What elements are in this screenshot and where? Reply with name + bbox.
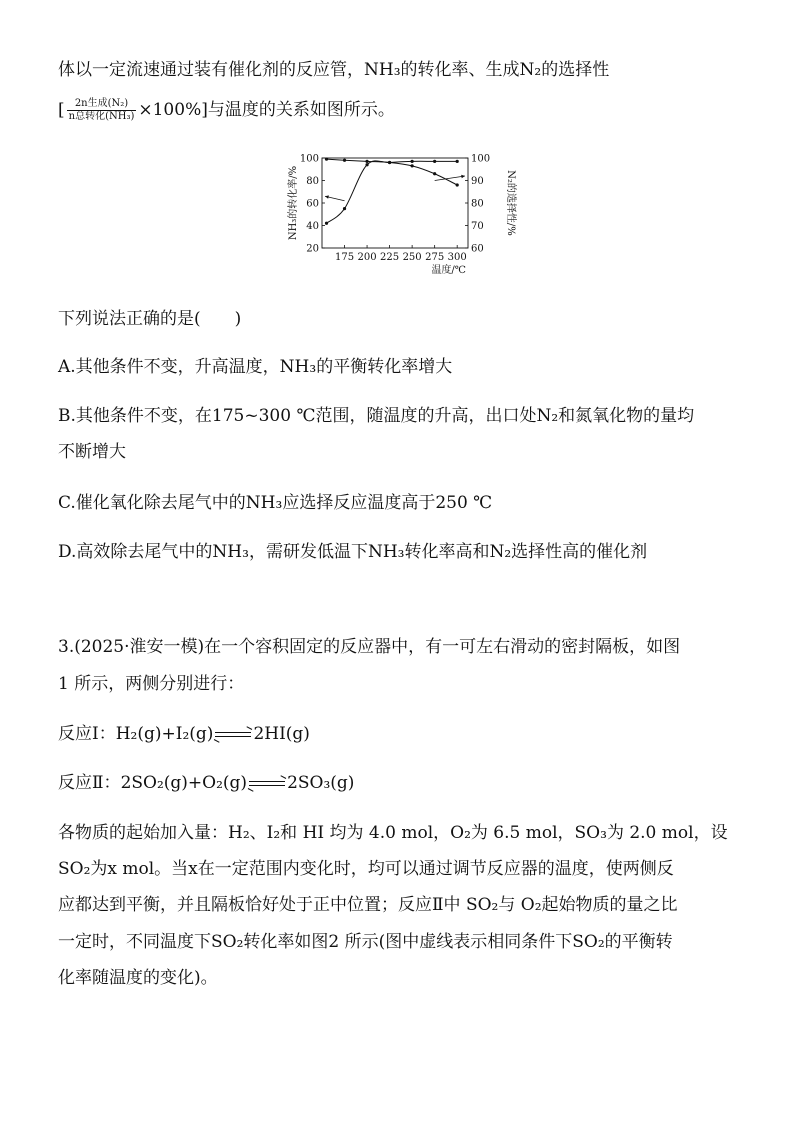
- conversion-selectivity-chart: [282, 150, 522, 280]
- right-pointer-arrow: [435, 176, 465, 181]
- left-axis-label: NH₃的转化率/%: [288, 165, 299, 241]
- right-pointer-arrow-head: [461, 175, 465, 178]
- problem3-line-2: 1 所示，两侧分别进行：: [58, 674, 245, 694]
- reaction-1: [58, 723, 310, 745]
- reaction-2: [58, 772, 354, 794]
- nh3-conversion-line: [327, 161, 458, 223]
- x-tick-label: 275: [425, 252, 445, 263]
- left-pointer-arrow-head: [325, 195, 329, 198]
- problem3-para-3: 应都达到平衡，并且隔板恰好处于正中位置；反应Ⅱ中 SO₂与 O₂起始物质的量之比: [58, 895, 678, 915]
- option-d: D.高效除去尾气中的NH₃，需研发低温下NH₃转化率高和N₂选择性高的催化剂: [58, 542, 648, 562]
- intro-line-2-rest: ×100%]与温度的关系如图所示。: [138, 100, 395, 120]
- reaction-1-reactants: H₂(g)+I₂(g): [115, 724, 214, 744]
- data-point: [325, 222, 328, 225]
- left-tick-label: 80: [306, 176, 319, 187]
- right-tick-label: 100: [471, 153, 491, 165]
- left-tick-label: 40: [306, 221, 319, 232]
- fraction-denominator: n总转化(NH₃): [68, 111, 135, 122]
- data-point: [411, 160, 414, 163]
- problem3-para-4: 一定时，不同温度下SO₂转化率如图2 所示(图中虚线表示相同条件下SO₂的平衡转: [58, 932, 673, 952]
- data-point: [456, 183, 459, 186]
- x-tick-label: 300: [447, 252, 467, 263]
- equilibrium-arrow-icon: [247, 779, 287, 789]
- data-point: [343, 159, 346, 162]
- data-point: [343, 207, 346, 210]
- option-b-line-2: 不断增大: [58, 442, 126, 462]
- left-tick-label: 20: [306, 243, 319, 255]
- problem3-para-1: 各物质的起始加入量：H₂、I₂和 HI 均为 4.0 mol，O₂为 6.5 mol，SO₃为 2.0 mol，设: [58, 823, 728, 843]
- right-tick-label: 70: [471, 221, 484, 232]
- x-tick-label: 250: [402, 252, 422, 263]
- reaction-2-label: 反应Ⅱ：: [58, 773, 121, 793]
- intro-line-1: 体以一定流速通过装有催化剂的反应管，NH₃的转化率、生成N₂的选择性: [58, 60, 610, 80]
- reaction-1-label: 反应Ⅰ：: [58, 724, 116, 744]
- left-tick-label: 60: [306, 198, 319, 210]
- data-point: [365, 160, 368, 163]
- option-c: C.催化氧化除去尾气中的NH₃应选择反应温度高于250 ℃: [58, 493, 493, 513]
- right-tick-label: 90: [471, 176, 484, 187]
- data-point: [388, 161, 391, 164]
- reaction-1-products: 2HI(g): [253, 724, 310, 744]
- reaction-2-reactants: 2SO₂(g)+O₂(g): [120, 773, 248, 793]
- problem3-line-1: 3.(2025·淮安一模)在一个容积固定的反应器中，有一可左右滑动的密封隔板，如图: [58, 637, 681, 657]
- left-tick-label: 100: [299, 153, 319, 165]
- question-stem: 下列说法正确的是( ): [58, 309, 242, 329]
- data-point: [411, 164, 414, 167]
- right-tick-label: 80: [471, 198, 484, 210]
- n2-selectivity-line: [327, 159, 458, 185]
- option-a: A.其他条件不变，升高温度，NH₃的平衡转化率增大: [58, 357, 453, 377]
- right-axis-label: N₂的选择性/%: [505, 170, 516, 236]
- plot-frame: [322, 158, 468, 248]
- x-tick-label: 225: [380, 252, 400, 263]
- data-point: [325, 158, 328, 161]
- problem3-para-2: SO₂为x mol。当x在一定范围内变化时，均可以通过调节反应器的温度，使两侧反: [58, 859, 674, 879]
- x-tick-label: 200: [357, 252, 377, 263]
- right-tick-label: 60: [471, 243, 484, 255]
- intro-line-2: [58, 98, 395, 123]
- selectivity-fraction: [67, 98, 137, 123]
- x-tick-label: 175: [334, 252, 355, 263]
- data-point: [433, 172, 436, 175]
- bracket-open: [: [58, 100, 65, 120]
- data-point: [433, 160, 436, 163]
- equilibrium-arrow-icon: [213, 730, 253, 740]
- fraction-numerator: 2n生成(N₂): [67, 98, 137, 111]
- reaction-2-products: 2SO₃(g): [287, 773, 355, 793]
- option-b-line-1: B.其他条件不变，在175~300 ℃范围，随温度的升高，出口处N₂和氮氧化物的量均: [58, 406, 695, 426]
- data-point: [365, 163, 368, 166]
- x-axis-label: 温度/℃: [431, 265, 466, 276]
- data-point: [456, 160, 459, 163]
- problem3-para-5: 化率随温度的变化)。: [58, 968, 218, 988]
